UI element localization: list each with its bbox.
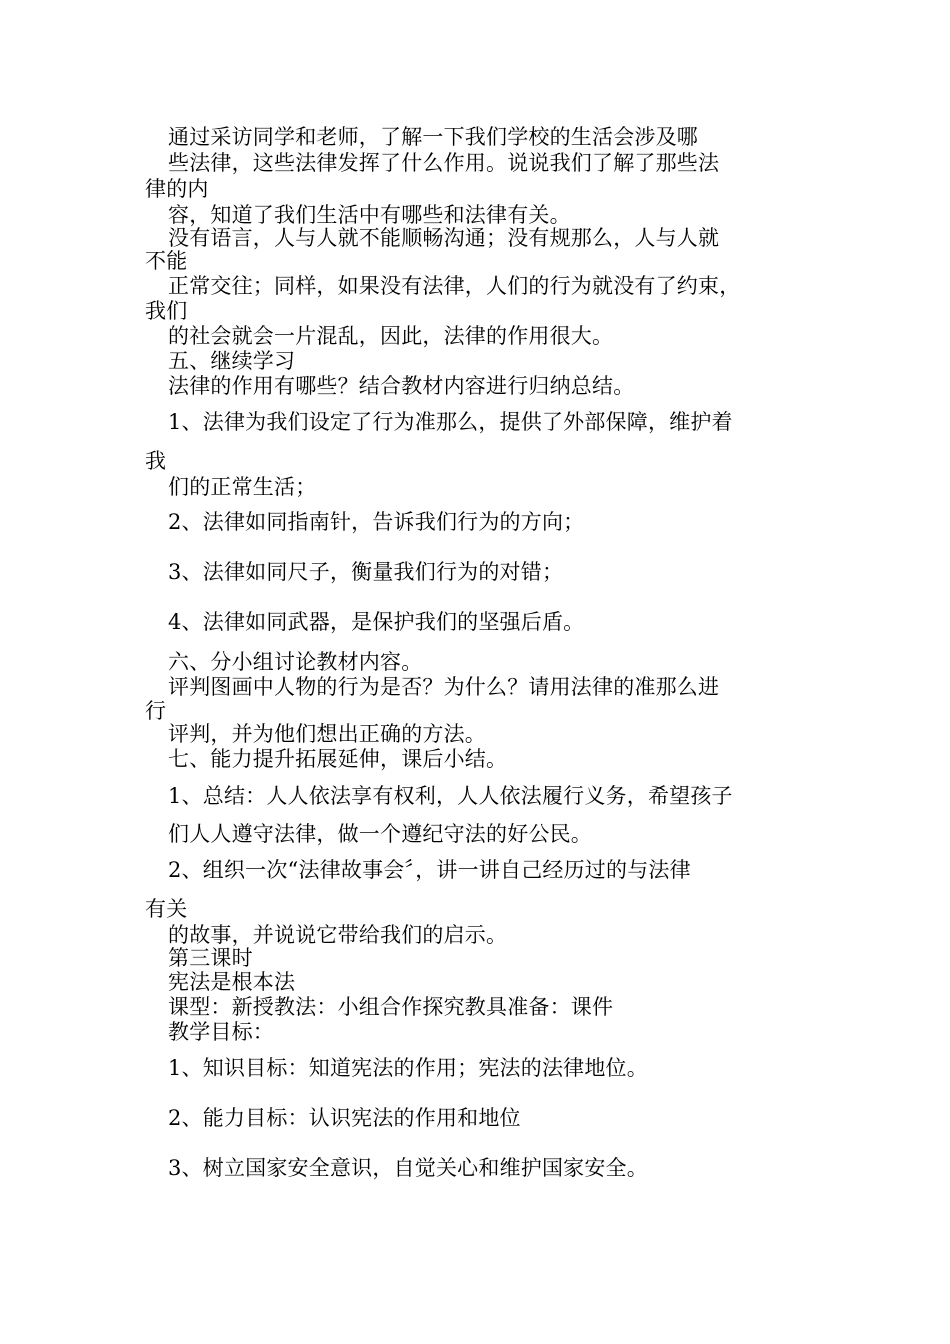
paragraph-line: 们的正常生活； — [168, 475, 317, 499]
section-title: 宪法是根本法 — [168, 970, 296, 994]
paragraph-line: 们人人遵守法律，做一个遵纪守法的好公民。 — [168, 822, 592, 846]
paragraph-line: 律的内 — [145, 177, 209, 201]
paragraph-line: 评判，并为他们想出正确的方法。 — [168, 722, 486, 746]
paragraph-line: 些法律，这些法律发挥了什么作用。说说我们了解了那些法 — [168, 151, 720, 175]
list-item: 3、树立国家安全意识，自觉关心和维护国家安全。 — [168, 1156, 648, 1180]
paragraph-line: 不能 — [145, 249, 188, 273]
paragraph-line: 评判图画中人物的行为是否？为什么？请用法律的准那么进 — [168, 675, 720, 699]
paragraph-line: 法律的作用有哪些？结合教材内容进行归纳总结。 — [168, 374, 635, 398]
list-item: 1、总结：人人依法享有权利，人人依法履行义务，希望孩子 — [168, 784, 733, 808]
list-item: 1、知识目标：知道宪法的作用；宪法的法律地位。 — [168, 1056, 648, 1080]
paragraph-line: 有关 — [145, 897, 188, 921]
list-item: 2、能力目标：认识宪法的作用和地位 — [168, 1106, 521, 1130]
paragraph-line: 我 — [145, 449, 167, 473]
section-heading: 五、继续学习 — [168, 349, 296, 373]
paragraph-line: 正常交往；同样，如果没有法律，人们的行为就没有了约束， — [168, 274, 741, 298]
list-item: 2、组织一次“法律故事会〞，讲一讲自己经历过的与法律 — [168, 858, 691, 882]
paragraph-line: 行 — [145, 699, 167, 723]
paragraph-line: 我们 — [145, 299, 188, 323]
section-heading: 第三课时 — [168, 946, 253, 970]
section-heading: 七、能力提升拓展延伸，课后小结。 — [168, 747, 508, 771]
list-item: 1、法律为我们设定了行为准那么，提供了外部保障，维护着 — [168, 410, 733, 434]
paragraph-line: 课型：新授教法：小组合作探究教具准备：课件 — [168, 995, 614, 1019]
section-heading: 教学目标： — [168, 1020, 274, 1044]
list-item: 2、法律如同指南针，告诉我们行为的方向； — [168, 510, 585, 534]
paragraph-line: 通过采访同学和老师，了解一下我们学校的生活会涉及哪 — [168, 125, 698, 149]
list-item: 4、法律如同武器，是保护我们的坚强后盾。 — [168, 610, 585, 634]
list-item: 3、法律如同尺子，衡量我们行为的对错； — [168, 560, 564, 584]
section-heading: 六、分小组讨论教材内容。 — [168, 650, 423, 674]
paragraph-line: 的社会就会一片混乱，因此，法律的作用很大。 — [168, 324, 614, 348]
paragraph-line: 的故事，并说说它带给我们的启示。 — [168, 923, 508, 947]
paragraph-line: 没有语言，人与人就不能顺畅沟通；没有规那么，人与人就 — [168, 226, 720, 250]
paragraph-line: 容，知道了我们生活中有哪些和法律有关。 — [168, 203, 571, 227]
